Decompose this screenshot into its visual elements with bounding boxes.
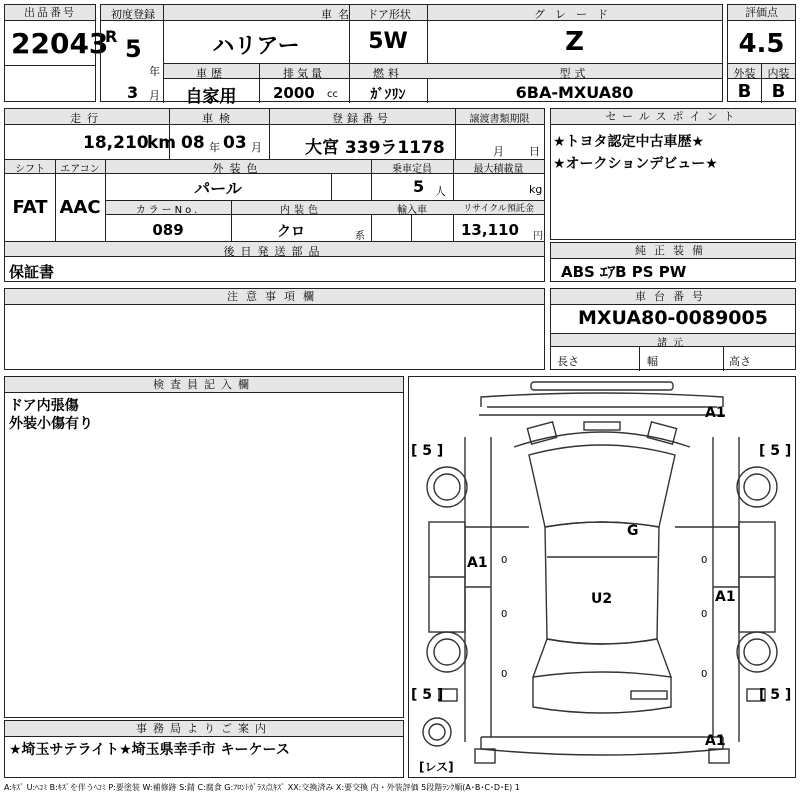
spec-label: 諸元 bbox=[657, 338, 689, 349]
mileage: 18,210 bbox=[83, 133, 149, 153]
month-unit: 月 bbox=[149, 89, 160, 102]
length-label: 長さ bbox=[557, 355, 579, 368]
fuel-label: 燃料 bbox=[373, 67, 403, 80]
damage-diagram bbox=[408, 376, 796, 778]
air-conditioner: AAC bbox=[59, 197, 101, 218]
model-label: 型式 bbox=[559, 67, 590, 80]
displacement-label: 排気量 bbox=[283, 67, 325, 80]
registration-number: 大宮 339ラ1178 bbox=[305, 138, 445, 158]
mileage-label: 走行 bbox=[70, 112, 104, 125]
color-no-label: カラーNo. bbox=[135, 205, 201, 216]
lot-box bbox=[4, 4, 109, 102]
options-label: 純正装備 bbox=[551, 243, 795, 259]
small-0-d: 0 bbox=[701, 609, 708, 620]
int-color-unit: 系 bbox=[355, 231, 365, 242]
reg-label: 登録番号 bbox=[332, 112, 392, 125]
fuel: ｶﾞｿﾘﾝ bbox=[370, 87, 406, 103]
load-label: 最大積載量 bbox=[473, 164, 524, 175]
ext-grade: B bbox=[737, 81, 752, 102]
color-label: 外装色 bbox=[212, 162, 264, 175]
transfer-month-unit: 月 bbox=[493, 145, 504, 158]
mark-roof: U2 bbox=[591, 591, 613, 607]
era: R bbox=[105, 27, 118, 46]
year-unit: 年 bbox=[149, 65, 160, 78]
capacity: 5 bbox=[413, 177, 425, 196]
recycle-fee: 13,110 bbox=[461, 221, 519, 239]
first-reg-month: 3 bbox=[127, 83, 139, 102]
transfer-label: 譲渡書類期限 bbox=[469, 114, 530, 125]
sales-point-2: ★オークションデビュー★ bbox=[553, 156, 718, 172]
small-0-b: 0 bbox=[501, 609, 508, 620]
history-label: 車歴 bbox=[196, 67, 226, 80]
width-label: 幅 bbox=[647, 355, 658, 368]
score-label: 評価点 bbox=[728, 5, 795, 21]
inspection-month-unit: 月 bbox=[251, 141, 262, 154]
int-grade: B bbox=[771, 81, 786, 102]
int-grade-label: 内装 bbox=[767, 67, 790, 80]
office-box bbox=[4, 720, 404, 778]
import-label: 輸入車 bbox=[397, 205, 427, 216]
sales-points-box bbox=[550, 108, 796, 240]
inspection-month: 03 bbox=[223, 133, 247, 153]
first-reg-label: 初度登録 bbox=[111, 8, 155, 21]
inspector-box bbox=[4, 376, 404, 718]
displacement: 2000 bbox=[273, 84, 315, 102]
score-box bbox=[727, 4, 796, 102]
first-reg-year: 5 bbox=[125, 35, 142, 63]
ac-label: エアコン bbox=[60, 164, 100, 175]
ext-grade-label: 外装 bbox=[733, 67, 756, 80]
recycle-unit: 円 bbox=[533, 231, 543, 242]
mileage-unit: km bbox=[147, 133, 177, 153]
inspection-year: 08 bbox=[181, 133, 205, 153]
capacity-label: 乗車定員 bbox=[392, 164, 432, 175]
vehicle-header-box bbox=[100, 4, 723, 107]
inspection-label: 車検 bbox=[202, 112, 236, 125]
chassis-label: 車台番号 bbox=[551, 289, 795, 305]
office-message: ★埼玉サテライト★埼玉県幸手市 キーケース bbox=[9, 742, 290, 758]
tire-rear-right: [ 5 ] bbox=[759, 687, 792, 703]
small-0-e: 0 bbox=[501, 669, 508, 680]
small-0-a: 0 bbox=[501, 555, 508, 566]
chassis-box bbox=[550, 288, 796, 370]
later-parts-label: 後日発送部品 bbox=[223, 245, 326, 258]
shift: FAT bbox=[12, 197, 48, 218]
load-unit: kg bbox=[529, 183, 543, 196]
cc-unit: cc bbox=[327, 89, 338, 100]
car-outline bbox=[409, 377, 795, 777]
tire-front-left: [ 5 ] bbox=[411, 443, 444, 459]
inspector-note-2: 外装小傷有り bbox=[9, 416, 93, 432]
lot-number: 22043 bbox=[11, 27, 109, 60]
notes-box bbox=[4, 288, 545, 370]
inspector-note-1: ドア内張傷 bbox=[9, 398, 79, 414]
details-box bbox=[4, 108, 545, 282]
sales-point-1: ★トヨタ認定中古車歴★ bbox=[553, 134, 705, 150]
mark-right-door: A1 bbox=[715, 589, 736, 605]
transfer-day-unit: 日 bbox=[529, 145, 540, 158]
history: 自家用 bbox=[185, 87, 237, 107]
int-color-label: 内装色 bbox=[280, 205, 322, 216]
grade: Z bbox=[565, 27, 584, 57]
lot-label: 出品番号 bbox=[5, 5, 95, 21]
inspector-label: 検査員記入欄 bbox=[5, 377, 403, 393]
car-name-label: 車名 bbox=[321, 8, 355, 21]
shift-label: シフト bbox=[15, 164, 45, 175]
notes-label: 注意事項欄 bbox=[5, 289, 544, 305]
height-label: 高さ bbox=[729, 355, 751, 368]
mark-rear-right: A1 bbox=[705, 733, 726, 749]
tire-front-right: [ 5 ] bbox=[759, 443, 792, 459]
car-name: ハリアー bbox=[212, 34, 300, 59]
model: 6BA-MXUA80 bbox=[515, 83, 634, 102]
color-number: 089 bbox=[152, 221, 184, 239]
inspection-year-unit: 年 bbox=[209, 141, 220, 154]
mark-hood: G bbox=[627, 523, 639, 539]
score: 4.5 bbox=[738, 29, 785, 59]
door-label: ドア形状 bbox=[367, 8, 411, 21]
options-box bbox=[550, 242, 796, 282]
spare-tire: [レス] bbox=[419, 760, 454, 774]
office-label: 事務局よりご案内 bbox=[5, 721, 403, 737]
mark-front-right: A1 bbox=[705, 405, 726, 421]
color: パール bbox=[194, 179, 242, 198]
recycle-label: リサイクル預託金 bbox=[463, 204, 534, 214]
chassis-number: MXUA80-0089005 bbox=[578, 307, 768, 329]
legend: A:ｷｽﾞ U:ﾍｺﾐ B:ｷｽﾞを伴うﾍｺﾐ P:要塗装 W:補修跡 S:錆 C:腐食 G:ﾌﾛﾝﾄｶﾞﾗｽ点ｷｽﾞ XX:交換済み X:要交換 内・外装評価 5段階ﾗﾝｸ順(A･B･C･D･E) 1 bbox=[4, 783, 520, 792]
later-parts: 保証書 bbox=[9, 263, 55, 281]
small-0-c: 0 bbox=[701, 555, 708, 566]
mark-left-door: A1 bbox=[467, 555, 488, 571]
capacity-unit: 人 bbox=[435, 185, 446, 198]
options-value: ABS ｴｱB PS PW bbox=[561, 263, 687, 281]
door-type: 5W bbox=[368, 29, 408, 54]
interior-color: クロ bbox=[277, 224, 305, 240]
sales-points-label: セールスポイント bbox=[551, 109, 795, 125]
tire-rear-left: [ 5 ] bbox=[411, 687, 444, 703]
grade-label: グレード bbox=[534, 8, 618, 21]
small-0-f: 0 bbox=[701, 669, 708, 680]
